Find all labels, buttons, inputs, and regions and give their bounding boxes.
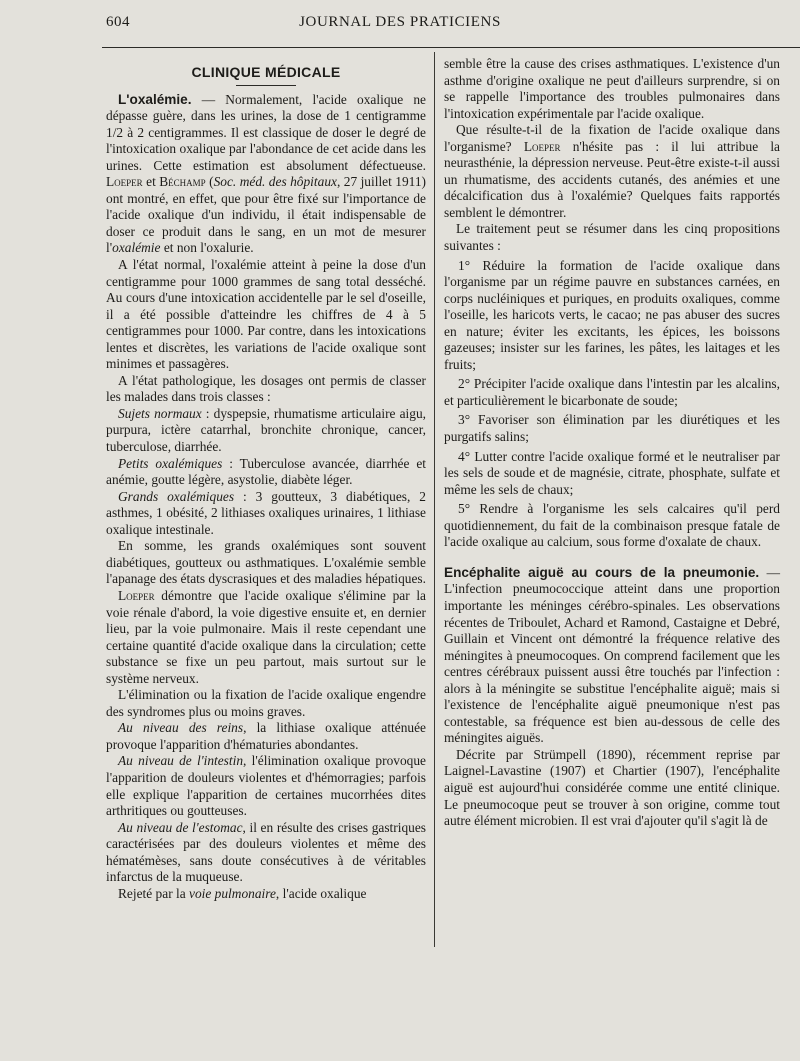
treatment-item: 5° Rendre à l'organisme les sels calcaires qu'il perd quotidiennement, du fait de la combinaison presque fatale de l'acide oxalique au calcium, sous forme d'oxalate de chaux. xyxy=(444,501,780,550)
treatment-item: 2° Précipiter l'acide oxalique dans l'intestin par les alcalins, et particulièrement le bicarbonate de soude; xyxy=(444,376,780,408)
paragraph: A l'état normal, l'oxalémie atteint à peine la dose d'un centigramme pour 1000 grammes de sang total desséché. Au cours d'une intoxication accidentelle par le sel d'oseille, il a été possible d'atteindre les chiffres de 4 à 5 centigrammes pour 1000. Par contre, dans les intoxications lentes et discrètes, les variations de l'acide oxalique sont minimes et passagères. xyxy=(106,257,426,372)
class-item: Grands oxalémiques : 3 goutteux, 3 diabétiques, 2 asthmes, 1 obésité, 2 lithiases oxaliques urinaires, 1 lithiase oxalique intestinale. xyxy=(106,488,426,537)
paragraph: En somme, les grands oxalémiques sont souvent diabétiques, goutteux ou asthmatiques. L'oxalémie semble l'apanage des états dyscrasiques et des maladies hépatiques. xyxy=(106,538,426,587)
treatment-item: 4° Lutter contre l'acide oxalique formé et le neutraliser par les sels de soude et de magnésie, citrate, phosphate, sulfate et même les sels de chaux; xyxy=(444,448,780,497)
section-title: CLINIQUE MÉDICALE xyxy=(191,64,341,80)
header-rule xyxy=(102,47,800,48)
treatment-item: 1° Réduire la formation de l'acide oxalique dans l'organisme par un régime pauvre en substances carnées, en corps nucléiniques et puriques, en produits oxaliques, comme l'oseille, les haricots verts, le cacao; ne pas abuser des sucres en nature; éviter les excitants, les épices, les boissons gazeuses; insister sur les farines, les pâtes, les laitages et les fruits; xyxy=(444,257,780,372)
page-number: 604 xyxy=(106,14,130,30)
paragraph: Rejeté par la voie pulmonaire, l'acide oxalique xyxy=(118,885,367,901)
paragraph: Au niveau de l'intestin, l'élimination oxalique provoque l'apparition de douleurs violentes et d'hémorragies; parfois elle explique l'apparition de certaines mucorrhées dites arthritiques ou goutteuses. xyxy=(106,753,426,819)
reference-citation: Soc. méd. des hôpitaux xyxy=(213,174,337,190)
page-header xyxy=(0,14,800,38)
section-rule xyxy=(236,85,296,86)
journal-title: JOURNAL DES PRATICIENS xyxy=(299,14,501,30)
paragraph: Que résulte-t-il de la fixation de l'acide oxalique dans l'organisme? Loeper n'hésite pas : il lui attribue la neurasthénie, la dépression nerveuse. Peut-être existe-t-il aussi un rhumatisme, des accidents cutanés, des anémies et une décalcification dus à l'oxalémie? Quelques faits rapportés semblent le démontrer. xyxy=(444,122,781,220)
treatment-item: 3° Favoriser son élimination par les diurétiques et les purgatifs salins; xyxy=(444,412,780,445)
class-item: Petits oxalémiques : Tuberculose avancée, diarrhée et anémie, goutte légère, asystolie, diabète léger. xyxy=(106,455,427,488)
paragraph: Au niveau des reins, la lithiase oxalique atténuée provoque l'apparition d'hématuries abondantes. xyxy=(106,720,427,752)
paragraph-intro: L'oxalémie. — Normalement, l'acide oxalique ne dépasse guère, dans les urines, la dose de 1 centigramme 1/2 à 2 centigrammes. Il est classique de doser le degré de l'intoxication oxalique par l'abondance de cet acide dans les urines. Cette estimation est absolument défectueuse. Loeper et Béchamp (Soc. méd. des hôpitaux, 27 juillet 1911) ont montré, en effet, que pour être fixé sur l'importance de l'acide oxalique d'un individu, il était indispensable de doser ce produit dans le sang, en un mot de mesurer l'oxalémie et non l'oxalurie. xyxy=(106,91,427,256)
right-column xyxy=(444,56,780,830)
paragraph: Au niveau de l'estomac, il en résulte des crises gastriques caractérisées par des douleurs violentes et même des hématémèses, sans doute consécutives à de véritables infarctus de la muqueuse. xyxy=(106,819,426,885)
article2-intro: Encéphalite aiguë au cours de la pneumonie. — L'infection pneumococcique atteint dans une proportion importante les méninges cérébro-spinales. Les observations récentes de Triboulet, Achard et Ramond, Castaigne et Debré, Guillain et Vincent ont démontré la fréquence relative des méningites à pneumocoques. On comprend facilement que les centres cérébraux puissent aussi être touchés par l'infection : alors à la méningite se substitue l'encéphalite aiguë; mais si l'existence de l'encéphalite aiguë pneumonique n'est pas contestable, sa fréquence est bien au-dessous de celle des méningites aiguës. xyxy=(444,564,780,746)
paragraph: Le traitement peut se résumer dans les cinq propositions suivantes : xyxy=(444,221,780,254)
left-column xyxy=(106,56,426,902)
paragraph: L'élimination ou la fixation de l'acide oxalique engendre des syndromes plus ou moins graves. xyxy=(106,687,426,719)
paragraph: Décrite par Strümpell (1890), récemment reprise par Laignel-Lavastine (1907) et Chartier (1907), l'encéphalite aiguë est aujourd'hui considérée comme une entité clinique. Le pneumocoque peut se trouver à son origine, comme tout autre élément microbien. Il est vrai d'ajouter qu'il s'agit là de xyxy=(444,746,780,829)
author-name: Loeper xyxy=(523,138,561,154)
author-name: Loeper xyxy=(106,174,143,190)
column-divider xyxy=(434,52,435,947)
author-name: Loeper xyxy=(118,587,155,603)
author-name: Béchamp xyxy=(159,174,206,190)
paragraph: A l'état pathologique, les dosages ont permis de classer les malades dans trois classes : xyxy=(106,372,426,405)
article-title: L'oxalémie. xyxy=(118,91,192,107)
paragraph: Loeper démontre que l'acide oxalique s'élimine par la voie rénale d'abord, la voie digestive ensuite et, en dernier lieu, par la voie pulmonaire. Mais il reste cependant une certaine quantité d'acide oxalique dans la circulation; cette substance se fixe un peu partout, mais surtout sur le système nerveux. xyxy=(106,587,426,686)
paragraph-continued: semble être la cause des crises asthmatiques. L'existence d'un asthme d'origine oxalique ne peut d'ailleurs surprendre, si on se rappelle l'importance des troubles pulmonaires dans l'intoxication expérimentale par l'acide oxalique. xyxy=(444,56,780,121)
article-title: Encéphalite aiguë au cours de la pneumonie. xyxy=(444,564,760,580)
article-separator xyxy=(444,551,780,565)
class-item: Sujets normaux : dyspepsie, rhumatisme articulaire aigu, purpura, ictère catarrhal, bronchite chronique, cancer, tuberculose, diarrhée. xyxy=(106,405,426,455)
